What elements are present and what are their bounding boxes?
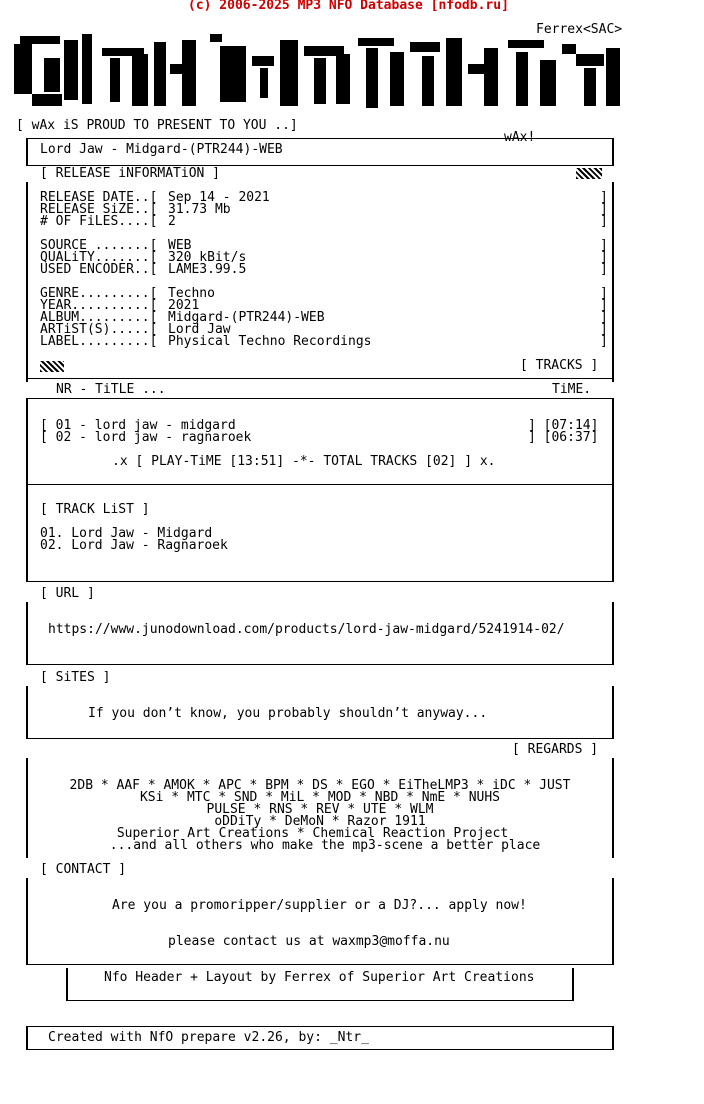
url-link[interactable]: https://www.junodownload.com/products/lord-jaw-midgard/5241914-02/ [48,622,565,637]
site-credit[interactable]: (c) 2006-2025 MP3 NFO Database [nfodb.ru] [188,0,509,13]
info-value: 2 [168,214,176,229]
artist-tag: Ferrex<SAC> [536,22,623,37]
info-value: Lord Jaw [168,322,231,337]
regards-line: PULSE * RNS * REV * UTE * WLM [206,802,434,817]
regards-header: [ REGARDS ] [512,742,599,757]
shade-block [576,168,602,179]
shade-block [40,361,64,372]
info-bracket: ] [600,250,608,265]
regards-line: oDDiTy * DeMoN * Razor 1911 [214,814,426,829]
tracklist-item: 02. Lord Jaw - Ragnaroek [40,538,228,553]
release-name: Lord Jaw - Midgard-(PTR244)-WEB [40,142,283,157]
info-bracket: ] [600,310,608,325]
info-bracket: ] [600,286,608,301]
regards-line: Superior Art Creations * Chemical Reaction Project [116,826,509,841]
info-label: USED ENCODER..[ [40,262,158,277]
wax-tag: wAx! [504,130,536,145]
info-label: ARTiST(S).....[ [40,322,158,337]
info-value: Midgard-(PTR244)-WEB [168,310,325,325]
info-bracket: ] [600,238,608,253]
info-value: Sep 14 - 2021 [168,190,270,205]
info-bracket: ] [600,322,608,337]
contact-email[interactable]: please contact us at waxmp3@moffa.nu [168,934,450,949]
playtime-summary: .x [ PLAY-TiME [13:51] -*- TOTAL TRACKS [02] ] x. [112,454,496,469]
contact-frame [26,878,614,965]
track-time: ] [07:14] [528,418,599,433]
info-value: WEB [168,238,192,253]
track-time: ] [06:37] [528,430,599,445]
info-value: LAME3.99.5 [168,262,247,277]
regards-line: ...and all others who make the mp3-scene a better place [109,838,541,853]
tracklist-item: 01. Lord Jaw - Midgard [40,526,213,541]
created-with: Created with NfO prepare v2.26, by: _Ntr_ [48,1030,369,1045]
sites-header: [ SiTES ] [40,670,111,685]
sites-text: If you don’t know, you probably shouldn’t anyway... [88,706,488,721]
info-value: 31.73 Mb [168,202,231,217]
info-value: 320 kBit/s [168,250,247,265]
info-bracket: ] [600,202,608,217]
tracks-header: [ TRACKS ] [520,358,599,373]
info-label: QUALiTY.......[ [40,250,158,265]
info-value: Physical Techno Recordings [168,334,372,349]
info-label: YEAR..........[ [40,298,158,313]
info-label: LABEL.........[ [40,334,158,349]
divider [26,484,612,485]
layout-credit: Nfo Header + Layout by Ferrex of Superior Art Creations [104,970,535,985]
regards-line: KSi * MTC * SND * MiL * MOD * NBD * NmE * NUHS [139,790,501,805]
track-row: [ 01 - lord jaw - midgard [40,418,236,433]
info-value: 2021 [168,298,200,313]
url-header: [ URL ] [40,586,95,601]
info-bracket: ] [600,334,608,349]
info-bracket: ] [600,190,608,205]
track-row: [ 02 - lord jaw - ragnaroek [40,430,252,445]
contact-header: [ CONTACT ] [40,862,127,877]
info-label: SOURCE .......[ [40,238,158,253]
time-header: TiME. [552,382,592,397]
info-label: ALBUM.........[ [40,310,158,325]
info-bracket: ] [600,214,608,229]
info-label: RELEASE SiZE..[ [40,202,158,217]
info-bracket: ] [600,262,608,277]
divider [26,378,612,379]
info-label: # OF FiLES....[ [40,214,158,229]
nr-title-header: NR - TiTLE ... [56,382,166,397]
info-bracket: ] [600,298,608,313]
tracklist-header: [ TRACK LiST ] [40,502,150,517]
release-info-header: [ RELEASE iNFORMATiON ] [40,166,221,181]
info-label: RELEASE DATE..[ [40,190,158,205]
contact-line: Are you a promoripper/supplier or a DJ?... apply now! [112,898,527,913]
regards-line: 2DB * AAF * AMOK * APC * BPM * DS * EGO * EiTheLMP3 * iDC * JUST [69,778,571,793]
wax-ascii-logo [14,34,624,116]
present-line: [ wAx iS PROUD TO PRESENT TO YOU ..] [16,118,298,133]
info-value: Techno [168,286,215,301]
info-label: GENRE.........[ [40,286,158,301]
